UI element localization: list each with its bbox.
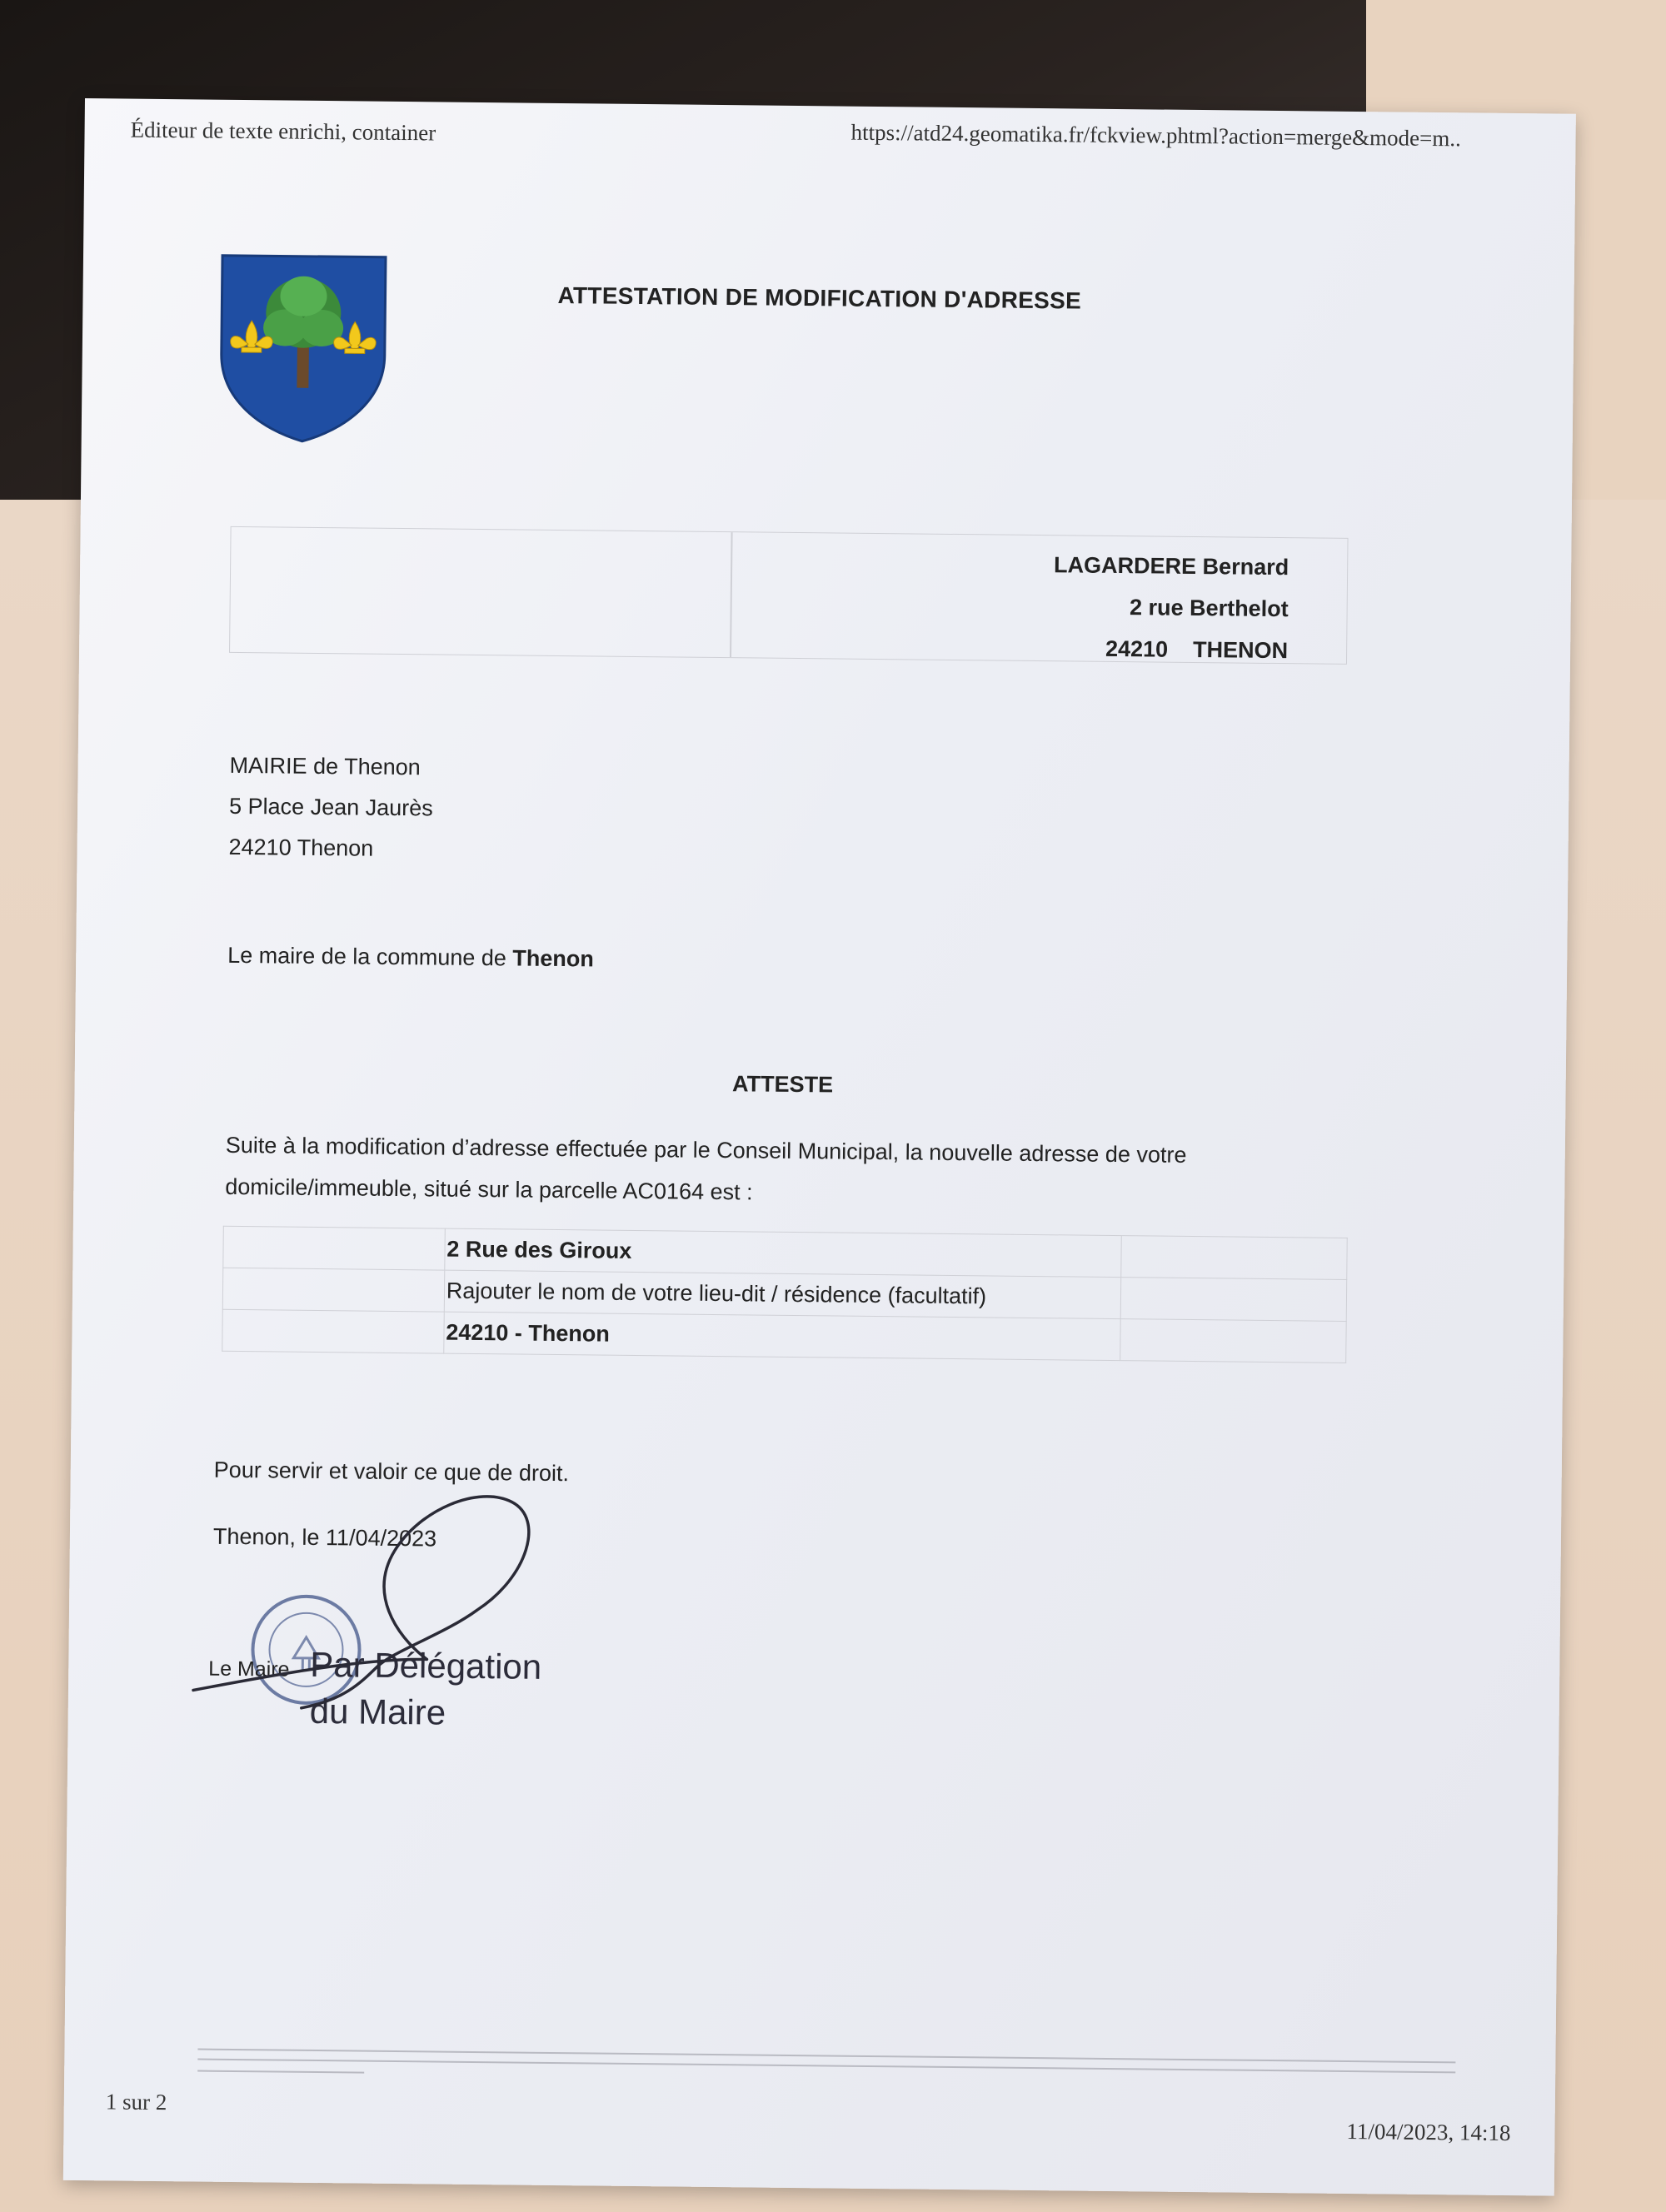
document-sheet (63, 98, 1576, 2196)
delegation-line-1: Par Délégation (310, 1644, 542, 1686)
document-title: ATTESTATION DE MODIFICATION D'ADRESSE (557, 281, 1082, 314)
coat-of-arms-logo (219, 254, 387, 444)
recipient-street: 2 rue Berthelot (1129, 595, 1289, 622)
mayor-statement (227, 943, 594, 973)
sender-street: 5 Place Jean Jaurès (228, 793, 433, 821)
sender-name: MAIRIE de Thenon (229, 752, 421, 780)
new-address-line-2: Rajouter le nom de votre lieu-dit / résidence (facultatif) (444, 1270, 1121, 1319)
mayor-label: Le Maire (208, 1657, 290, 1681)
sender-city: 24210 Thenon (228, 834, 374, 861)
body-line-1: Suite à la modification d’adresse effectuée par le Conseil Municipal, la nouvelle adresse de votre (225, 1132, 1187, 1168)
sender-address (228, 745, 433, 870)
recipient-address-box (229, 526, 1349, 665)
recipient-box-divider (730, 532, 732, 657)
atteste-heading: ATTESTE (731, 1071, 834, 1098)
handwritten-signature (176, 1465, 595, 1744)
print-header-left: Éditeur de texte enrichi, container (130, 117, 436, 146)
body-paragraph (225, 1124, 1309, 1219)
date-line: Thenon, le 11/04/2023 (212, 1523, 437, 1552)
mayor-statement-commune: Thenon (512, 945, 595, 972)
recipient-city-line (1053, 627, 1289, 671)
new-address-line-3: 24210 - Thenon (444, 1312, 1121, 1361)
footer-rule (197, 2070, 364, 2074)
new-address-line-1: 2 Rue des Giroux (445, 1228, 1122, 1278)
mayor-statement-prefix: Le maire de la commune de (227, 942, 513, 971)
recipient-name: LAGARDERE Bernard (1053, 552, 1289, 580)
recipient-city: THENON (1192, 636, 1289, 664)
print-datetime: 11/04/2023, 14:18 (1346, 2118, 1511, 2146)
print-header-url: https://atd24.geomatika.fr/fckview.phtml?action=merge&mode=m.. (850, 119, 1462, 152)
recipient-postal-code: 24210 (1105, 635, 1169, 662)
recipient-address (1053, 544, 1289, 671)
closing-formula: Pour servir et valoir ce que de droit. (213, 1457, 570, 1487)
page-number: 1 sur 2 (105, 2089, 167, 2115)
delegation-line-2: du Maire (309, 1691, 446, 1732)
new-address-table (222, 1226, 1348, 1363)
body-line-2: domicile/immeuble, situé sur la parcelle AC0164 est : (225, 1173, 753, 1205)
